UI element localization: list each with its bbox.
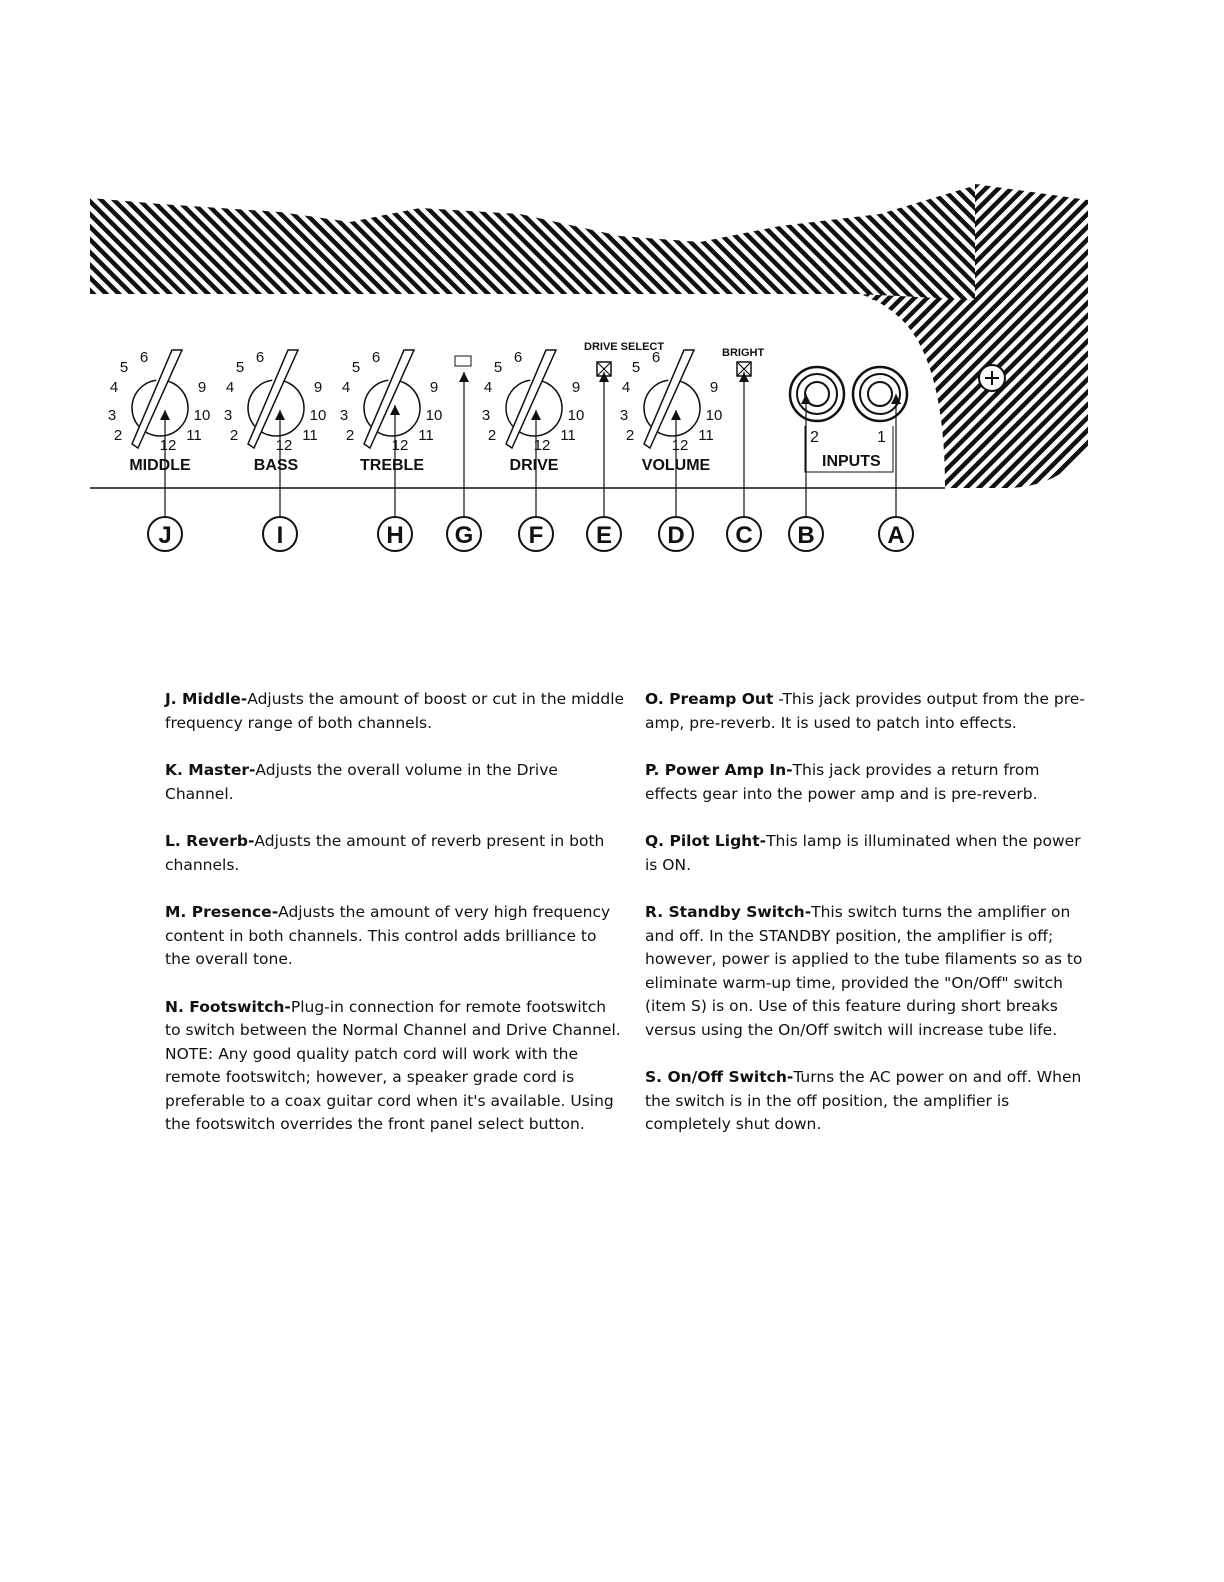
knob-middle (108, 349, 211, 474)
dial-number: 11 (186, 427, 202, 444)
amplifier-panel-diagram (0, 0, 1224, 600)
dial-number: 3 (107, 407, 117, 424)
item-term: M. Presence- (165, 903, 279, 921)
knob-label: BASS (253, 457, 299, 474)
description-column-right (645, 688, 1095, 1161)
dial-number: 5 (631, 359, 641, 376)
knob-label: DRIVE (509, 457, 559, 474)
bright-label: BRIGHT (722, 347, 765, 359)
dial-number: 4 (341, 379, 351, 396)
dial-number: 11 (698, 427, 714, 444)
dial-number: 3 (339, 407, 349, 424)
dial-number: 10 (425, 407, 443, 424)
dial-number: 12 (671, 437, 689, 454)
item-term: Q. Pilot Light- (645, 832, 767, 850)
item-text: Plug-in connection for remote footswitch to switch between the Normal Channel and Drive Channel. NOTE: Any good quality patch cord will work with the remote footswitch; however, a speaker grade cord is preferable to a coax guitar cord when it's available. Using the footswitch overrides the front panel select button. (165, 997, 621, 1133)
dial-number: 5 (351, 359, 361, 376)
description-item (165, 830, 625, 877)
knob-treble (340, 349, 443, 474)
input-jack-2-icon (790, 367, 844, 421)
dial-number: 5 (493, 359, 503, 376)
callout-e (587, 372, 621, 551)
dial-number: 2 (625, 427, 635, 444)
dial-number: 9 (313, 379, 323, 396)
callout-f (519, 410, 553, 551)
knob-drive (482, 349, 585, 474)
svg-text:D: D (667, 522, 685, 549)
dial-number: 11 (560, 427, 576, 444)
svg-text:A: A (887, 522, 905, 549)
item-text: Adjusts the amount of very high frequency content in both channels. This control adds brilliance to the overall tone. (165, 903, 611, 968)
dial-number: 3 (481, 407, 491, 424)
dial-number: 2 (113, 427, 123, 444)
dial-number: 6 (651, 349, 661, 366)
description-item (645, 688, 1095, 735)
svg-text:H: H (386, 522, 404, 549)
input-1-number: 1 (877, 429, 886, 446)
inputs-label: INPUTS (822, 453, 881, 470)
svg-text:J: J (158, 522, 172, 549)
dial-number: 9 (197, 379, 207, 396)
dial-number: 12 (159, 437, 177, 454)
item-text: Adjusts the amount of boost or cut in the middle frequency range of both channels. (165, 690, 625, 732)
item-term: P. Power Amp In- (645, 761, 793, 779)
dial-number: 6 (513, 349, 523, 366)
callout-h (378, 405, 412, 551)
input-2-number: 2 (810, 429, 819, 446)
item-term: N. Footswitch- (165, 997, 291, 1016)
dial-number: 4 (483, 379, 493, 396)
description-item (645, 901, 1095, 1042)
dial-number: 2 (229, 427, 239, 444)
dial-number: 6 (139, 349, 149, 366)
input-jack-1-icon (853, 367, 907, 421)
svg-text:C: C (735, 522, 753, 549)
dial-number: 4 (225, 379, 235, 396)
svg-text:E: E (595, 522, 613, 549)
item-text: This switch turns the amplifier on and off. In the STANDBY position, the amplifier is off; however, power is applied to the tube filaments so as to eliminate warm-up time, provided the "On/Off" switch (item S) is on. Use of this feature during short breaks versus using the On/Off switch will increase tube life. (645, 903, 1083, 1039)
item-text: Adjusts the amount of reverb present in both channels. (165, 832, 605, 874)
dial-number: 9 (571, 379, 581, 396)
description-column-left (165, 688, 625, 1161)
item-term: K. Master- (165, 761, 256, 779)
dial-number: 10 (193, 407, 211, 424)
dial-number: 12 (275, 437, 293, 454)
dial-number: 12 (391, 437, 409, 454)
dial-number: 5 (235, 359, 245, 376)
dial-number: 2 (345, 427, 355, 444)
item-term: R. Standby Switch- (645, 903, 812, 921)
item-term: L. Reverb- (165, 832, 255, 850)
svg-text:F: F (528, 522, 544, 549)
item-text: Turns the AC power on and off. When the switch is in the off position, the amplifier is completely shut down. (645, 1068, 1082, 1133)
dial-number: 4 (621, 379, 631, 396)
dial-number: 5 (119, 359, 129, 376)
switch-g-icon (455, 356, 471, 366)
item-term: J. Middle- (165, 690, 248, 708)
description-item (165, 759, 625, 806)
svg-text:G: G (454, 522, 474, 549)
dial-number: 9 (429, 379, 439, 396)
knob-label: VOLUME (641, 457, 711, 474)
item-term: O. Preamp Out (645, 690, 774, 708)
description-item (645, 830, 1095, 877)
dial-number: 9 (709, 379, 719, 396)
callout-c (727, 372, 761, 551)
drive-select-label: DRIVE SELECT (584, 341, 665, 353)
dial-number: 11 (302, 427, 318, 444)
callout-g (447, 372, 481, 551)
svg-text:I: I (276, 522, 284, 549)
item-text: This lamp is illuminated when the power is ON. (645, 832, 1081, 874)
description-item (165, 901, 625, 972)
dial-number: 10 (309, 407, 327, 424)
dial-number: 3 (619, 407, 629, 424)
description-item (645, 759, 1095, 806)
dial-number: 6 (371, 349, 381, 366)
knob-label: TREBLE (360, 457, 424, 474)
dial-number: 3 (223, 407, 233, 424)
dial-number: 12 (533, 437, 551, 454)
panel-top-trim (90, 184, 980, 300)
item-text: Adjusts the overall volume in the Drive Channel. (165, 761, 558, 803)
dial-number: 2 (487, 427, 497, 444)
item-text: This jack provides a return from effects gear into the power amp and is pre-reverb. (645, 761, 1040, 803)
knob-bass (224, 349, 327, 474)
svg-text:B: B (797, 522, 815, 549)
description-item (165, 688, 625, 735)
dial-number: 10 (567, 407, 585, 424)
dial-number: 10 (705, 407, 723, 424)
knob-label: MIDDLE (129, 457, 191, 474)
knob-volume (620, 349, 723, 474)
description-item (645, 1066, 1095, 1137)
dial-number: 4 (109, 379, 119, 396)
item-text: -This jack provides output from the pre-amp, pre-reverb. It is used to patch into effects. (645, 690, 1085, 732)
item-term: S. On/Off Switch- (645, 1068, 794, 1086)
dial-number: 11 (418, 427, 434, 444)
dial-number: 6 (255, 349, 265, 366)
description-item (165, 996, 625, 1137)
